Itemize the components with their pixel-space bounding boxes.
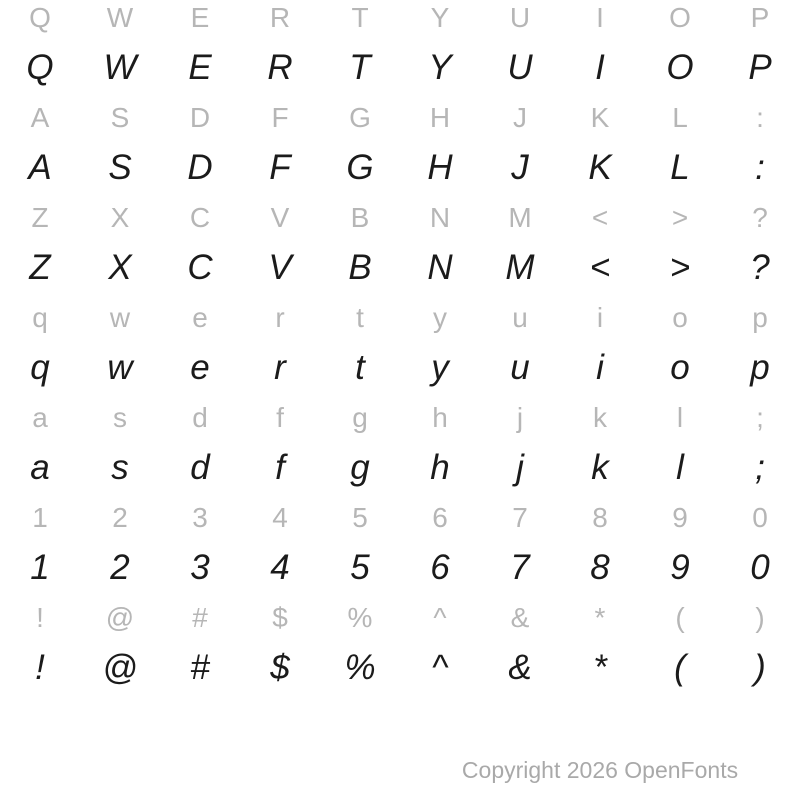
glyph: V [268,248,292,287]
glyph: R [267,48,293,87]
glyph: 6 [432,502,448,533]
glyph: X [110,202,130,233]
glyph: ! [36,602,44,633]
glyph: k [593,402,607,433]
glyph: X [108,248,132,287]
glyph: 3 [190,548,210,587]
glyph: h [432,402,448,433]
glyph: ^ [433,602,447,633]
glyph: Z [29,248,51,287]
glyph: D [187,148,213,187]
glyph: 0 [750,548,770,587]
symbols-row-reference [0,593,800,643]
glyph: * [594,602,606,633]
glyph: ; [755,448,765,487]
glyph: G [349,102,371,133]
glyph: H [427,148,453,187]
glyph: j [516,448,524,487]
glyph: : [756,102,764,133]
glyph: u [512,302,528,333]
glyph: g [350,448,370,487]
glyph: D [189,102,211,133]
uppercase-qwerty-row-sample [0,43,800,93]
glyph: a [32,402,48,433]
glyph: & [510,602,530,633]
glyph: ? [750,248,770,287]
glyph: o [670,348,690,387]
glyph: # [190,648,210,687]
glyph: & [508,648,532,687]
uppercase-home-row-sample [0,143,800,193]
glyph: 1 [32,502,48,533]
glyph: C [189,202,211,233]
lowercase-qwerty-row-reference [0,293,800,343]
glyph: 8 [590,548,610,587]
glyph: O [666,48,694,87]
glyph: A [30,102,50,133]
glyph: @ [102,648,138,687]
glyph: U [509,2,531,33]
uppercase-bottom-row-reference [0,193,800,243]
glyph: Y [428,48,452,87]
glyph: 9 [670,548,690,587]
glyph: % [347,602,373,633]
glyph: p [752,302,768,333]
glyph: 8 [592,502,608,533]
glyph: u [510,348,530,387]
glyph: K [590,102,610,133]
glyph: K [588,148,612,187]
glyph: O [669,2,691,33]
glyph: U [507,48,533,87]
glyph: q [32,302,48,333]
lowercase-home-row-sample [0,443,800,493]
glyph: d [190,448,210,487]
glyph: e [190,348,210,387]
glyph: l [676,448,684,487]
glyph: > [669,248,691,287]
glyph: y [431,348,449,387]
glyph: o [672,302,688,333]
glyph: t [355,348,365,387]
glyph: N [427,248,453,287]
glyph: W [103,48,137,87]
glyph: p [750,348,770,387]
glyph: s [113,402,127,433]
glyph: 7 [512,502,528,533]
glyph: j [516,402,524,433]
glyph: ! [35,648,45,687]
glyph: J [511,148,529,187]
copyright-text: Copyright 2026 OpenFonts [461,757,739,783]
glyph: J [513,102,527,133]
lowercase-qwerty-row-sample [0,343,800,393]
glyph: 0 [752,502,768,533]
glyph: A [28,148,52,187]
glyph: 3 [192,502,208,533]
glyph: w [109,302,131,333]
glyph: % [344,648,376,687]
glyph: W [106,2,134,33]
glyph: f [276,402,284,433]
uppercase-qwerty-row-reference [0,0,800,43]
glyph: ) [755,602,765,633]
glyph: C [187,248,213,287]
glyph: F [269,148,291,187]
glyph: ^ [431,648,449,687]
glyph: V [270,202,290,233]
glyph: : [755,148,765,187]
uppercase-home-row-reference [0,93,800,143]
glyph: ? [752,202,768,233]
glyph: i [596,348,604,387]
glyph: < [589,248,611,287]
glyph: S [110,102,130,133]
glyph: I [595,48,605,87]
glyph: d [192,402,208,433]
glyph: e [192,302,208,333]
digits-row-reference [0,493,800,543]
glyph: r [274,348,286,387]
glyph: i [596,302,604,333]
glyph: k [591,448,609,487]
glyph: E [188,48,212,87]
glyph: 4 [272,502,288,533]
glyph: 7 [510,548,530,587]
glyph: N [429,202,451,233]
glyph: Q [26,48,54,87]
glyph: ( [674,648,686,687]
glyph: r [275,302,285,333]
glyph: P [748,48,772,87]
lowercase-home-row-reference [0,393,800,443]
glyph: y [433,302,447,333]
glyph: 4 [270,548,290,587]
glyph: w [107,348,133,387]
glyph: 9 [672,502,688,533]
glyph: F [271,102,289,133]
glyph: M [508,202,532,233]
glyph: B [348,248,372,287]
glyph: ) [754,648,766,687]
glyph: B [350,202,370,233]
glyph: E [190,2,210,33]
glyph: a [30,448,50,487]
glyph: * [593,648,607,687]
glyph: $ [270,648,290,687]
glyph: # [192,602,208,633]
glyph: H [429,102,451,133]
glyph: 1 [30,548,50,587]
digits-row-sample [0,543,800,593]
glyph: ; [756,402,764,433]
glyph: l [676,402,684,433]
glyph: > [671,202,689,233]
glyph: $ [272,602,288,633]
glyph: < [591,202,609,233]
glyph: q [30,348,50,387]
glyph: g [352,402,368,433]
glyph: T [349,48,371,87]
glyph: @ [105,602,135,633]
glyph: 5 [352,502,368,533]
glyph: Z [31,202,49,233]
glyph: P [750,2,770,33]
glyph: h [430,448,450,487]
glyph: S [108,148,132,187]
glyph: s [111,448,129,487]
glyph: L [670,148,690,187]
glyph: 6 [430,548,450,587]
glyph: ( [675,602,685,633]
glyph: Y [430,2,450,33]
uppercase-bottom-row-sample [0,243,800,293]
glyph: f [275,448,285,487]
symbols-row-sample [0,643,800,693]
glyph: R [269,2,291,33]
glyph: Q [29,2,51,33]
glyph: L [672,102,688,133]
glyph: M [505,248,535,287]
glyph: T [351,2,369,33]
glyph: G [346,148,374,187]
glyph: 2 [112,502,128,533]
glyph: 2 [110,548,130,587]
glyph: t [356,302,364,333]
glyph: I [596,2,604,33]
glyph: 5 [350,548,370,587]
